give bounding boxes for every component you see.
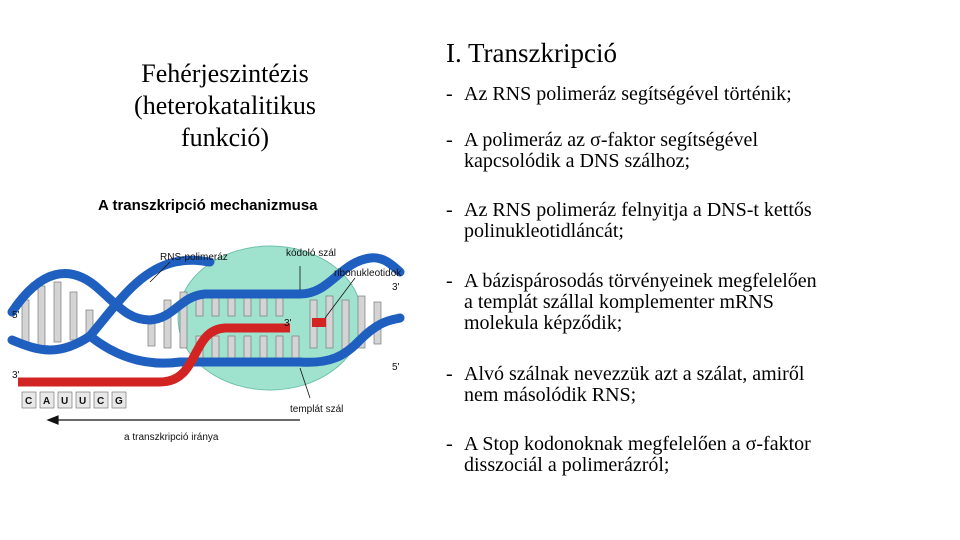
bullet-line: A polimeráz az σ-faktor segítségével [464,129,758,151]
label-rna-polymerase: RNS-polimeráz [160,252,228,263]
rna-base: G [115,396,123,407]
label-ribonucleotides: ribonukleotidok [334,268,402,279]
bullet-item [446,200,812,242]
figure-title: A transzkripció mechanizmusa [98,197,318,214]
transcription-diagram [0,180,430,460]
label-5-prime-left: 5' [12,310,20,321]
label-coding-strand: kódoló szál [286,248,337,259]
bullet-dash: - [446,129,453,151]
bullet-dash: - [446,363,453,385]
bullet-line: polinukleotidláncát; [464,220,624,242]
slide-title [100,58,350,154]
label-3-prime-rna: 3' [284,318,292,329]
bullet-line: Az RNS polimeráz felnyitja a DNS-t kettős [464,199,812,221]
bullet-item [446,84,792,105]
bullet-line: Alvó szálnak nevezzük azt a szálat, amiről [464,363,805,385]
bullet-dash: - [446,199,453,221]
bullet-dash: - [446,270,453,292]
rna-base: U [79,396,87,407]
slide-title-line-2: (heterokatalitikus [134,91,316,120]
bullet-item [446,130,758,172]
bullet-line: nem másolódik RNS; [464,384,637,406]
bullet-line: molekula képződik; [464,312,623,334]
label-3-prime-left: 3' [12,370,20,381]
bullet-item [446,364,804,406]
label-3-prime-right: 3' [392,282,400,293]
bullet-dash: - [446,83,453,105]
rna-base: C [25,396,33,407]
label-5-prime-right: 5' [392,362,400,373]
bullet-dash: - [446,433,453,455]
section-heading: I. Transzkripció [446,38,617,68]
label-template-strand: templát szál [290,404,344,415]
rna-base: A [43,396,51,407]
bullet-line: a templát szállal komplementer mRNS [464,291,774,313]
bullet-line: A Stop kodonoknak megfelelően a σ-faktor [464,433,811,455]
bullet-line: Az RNS polimeráz segítségével történik; [464,83,792,105]
rna-base: C [97,396,105,407]
bullet-line: disszociál a polimerázról; [464,454,670,476]
slide-title-line-1: Fehérjeszintézis [141,59,309,88]
bullet-item [446,271,817,334]
bullet-line: A bázispárosodás törvényeinek megfelelően [464,270,817,292]
rna-base: U [61,396,69,407]
bullet-line: kapcsolódik a DNS szálhoz; [464,150,691,172]
label-transcription-direction: a transzkripció iránya [124,432,219,443]
slide-title-line-3: funkció) [180,123,270,152]
direction-arrow [48,416,300,424]
rna-base-boxes [22,392,126,408]
bullet-item [446,434,811,476]
